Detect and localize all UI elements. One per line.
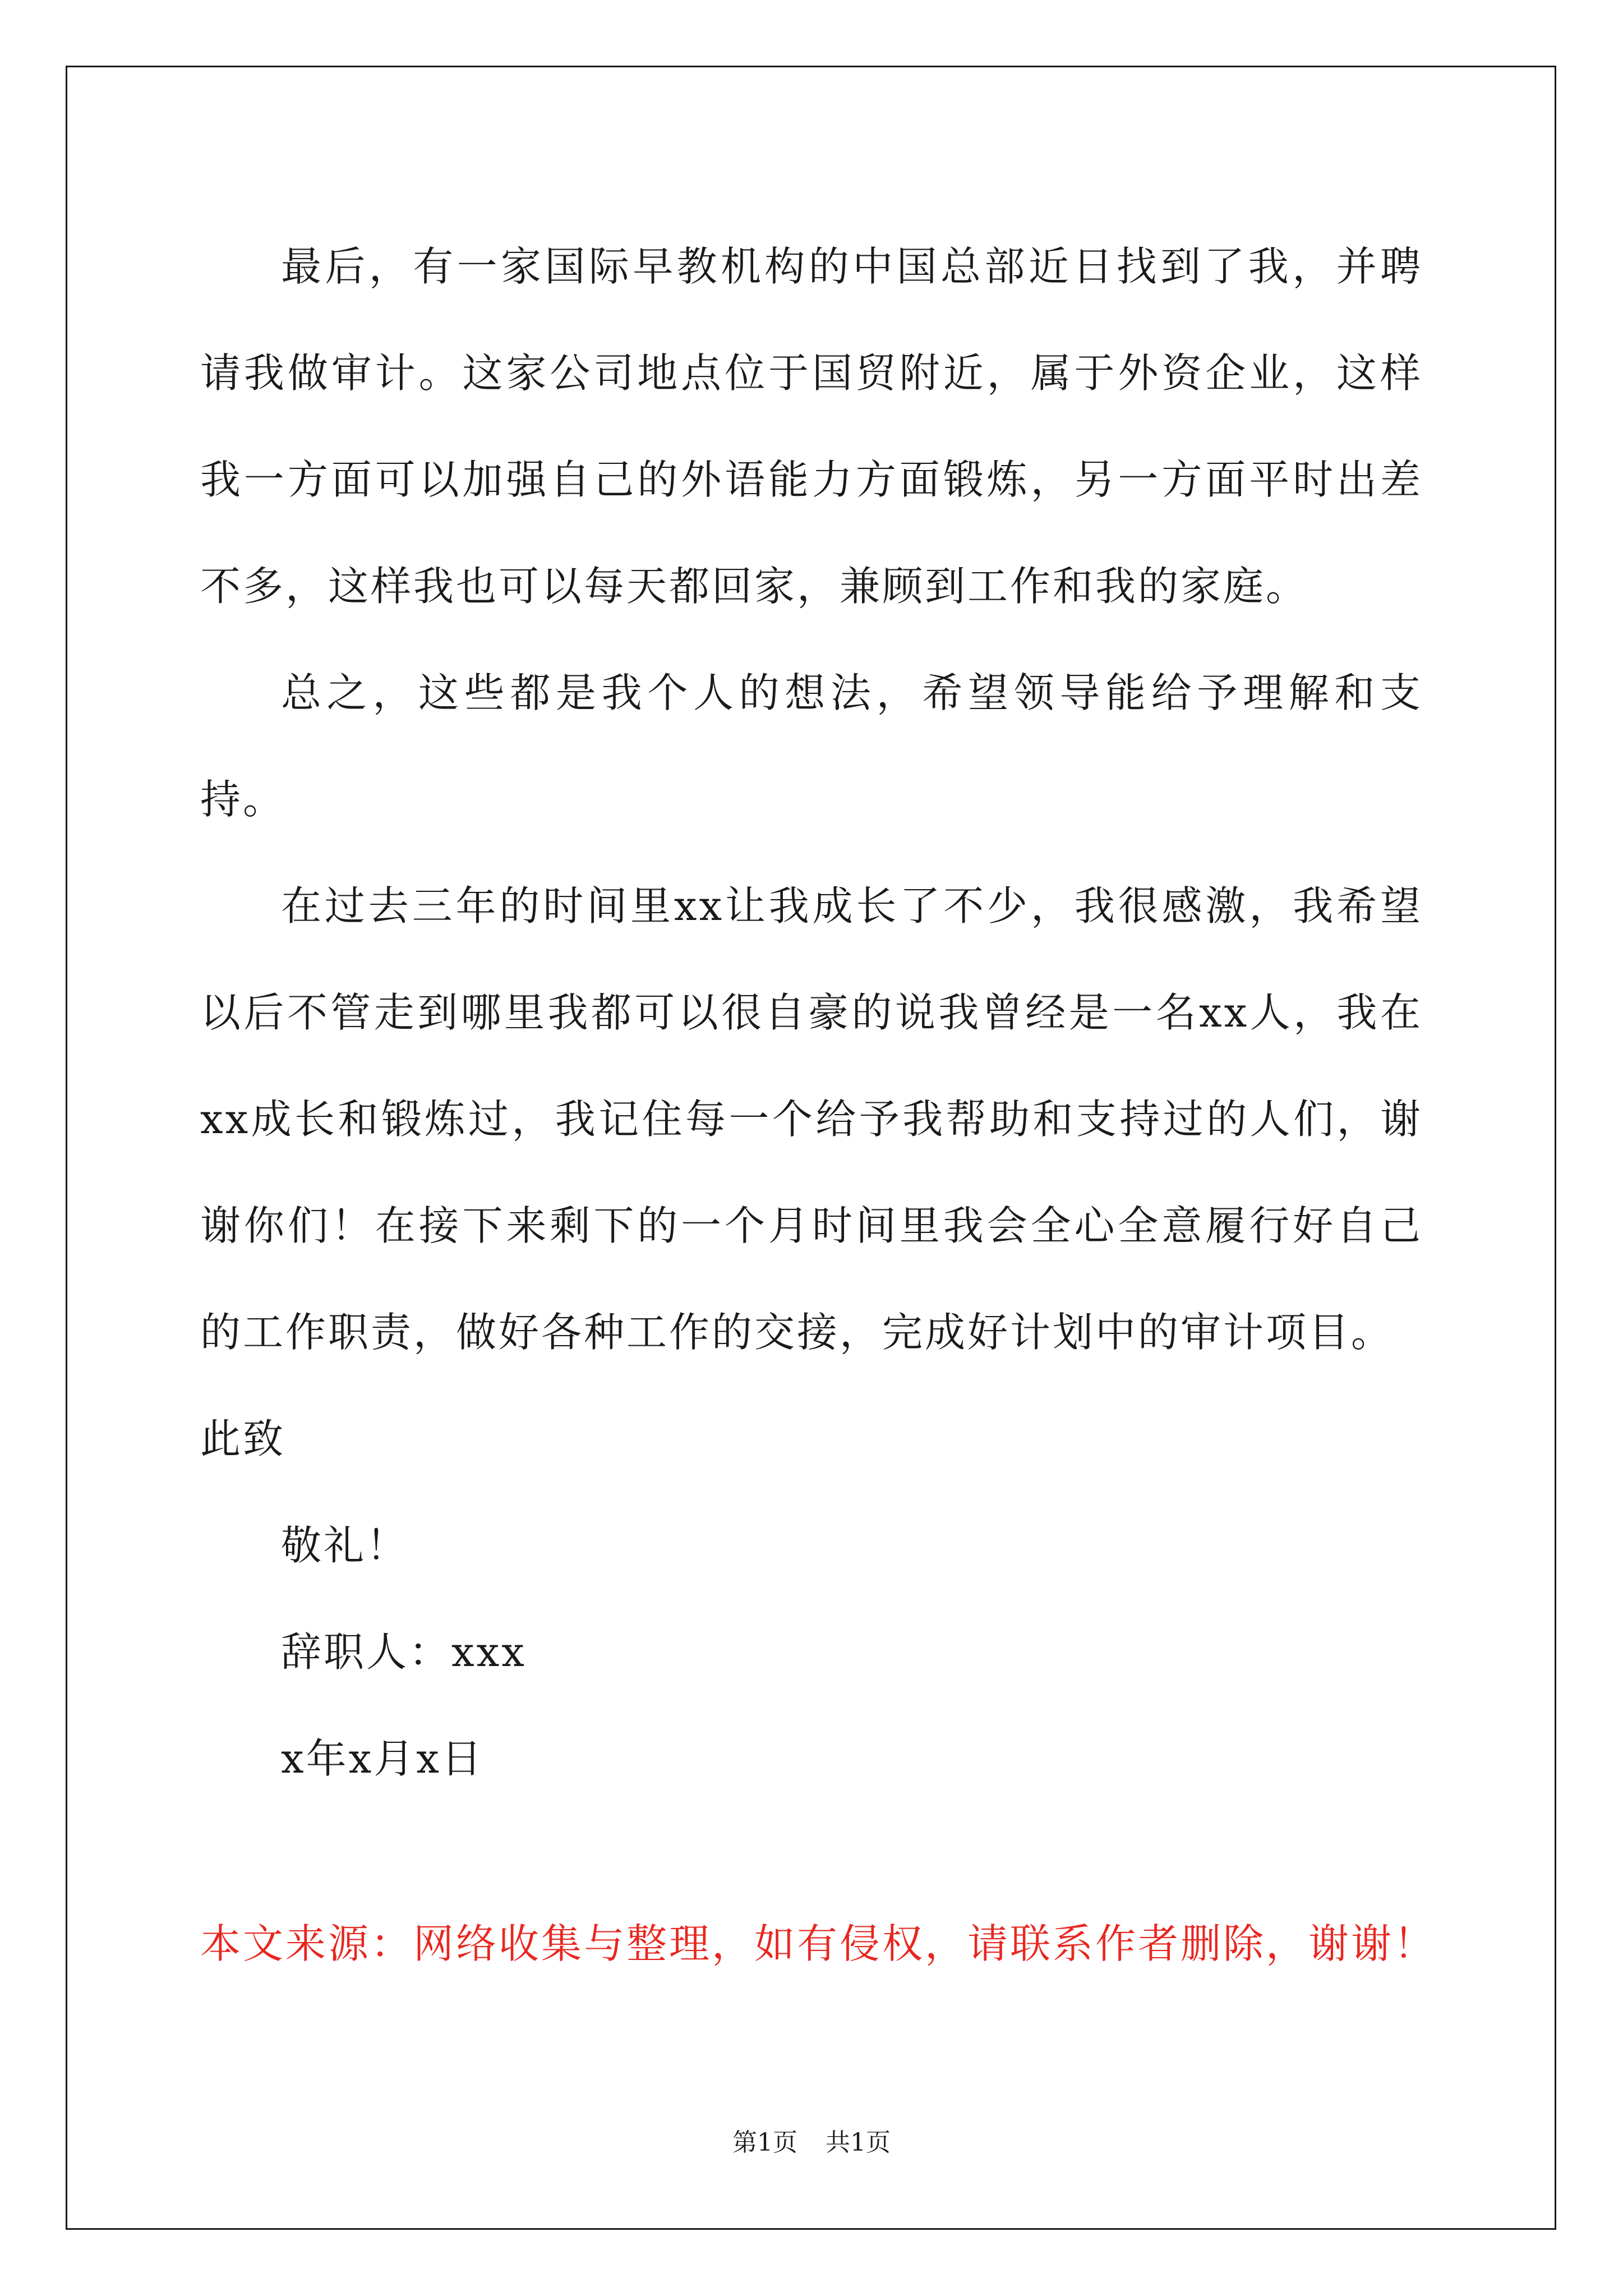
page-total: 共1页 [826, 2128, 891, 2157]
body-paragraph: 最后，有一家国际早教机构的中国总部近日找到了我，并聘请我做审计。这家公司地点位于国贸附近，属于外资企业，这样我一方面可以加强自己的外语能力方面锻炼，另一方面平时出差不多，这样我也可以每天都回家，兼顾到工作和我的家庭。 [200, 243, 1423, 610]
page-number: 第1页 [732, 2128, 797, 2157]
document-body [200, 213, 1423, 1812]
page-footer [0, 2126, 1623, 2160]
body-paragraph: 总之，这些都是我个人的想法，希望领导能给予理解和支持。 [200, 669, 1423, 823]
source-notice: 本文来源：网络收集与整理，如有侵权，请联系作者删除，谢谢！ [200, 1920, 1437, 1967]
closing-line: 此致 [200, 1415, 286, 1462]
signature-line: 辞职人：xxx [281, 1628, 527, 1676]
salutation-line: 敬礼！ [281, 1522, 409, 1569]
body-paragraph: 在过去三年的时间里xx让我成长了不少，我很感激，我希望以后不管走到哪里我都可以很自豪的说我曾经是一名xx人，我在xx成长和锻炼过，我记住每一个给予我帮助和支持过的人们，谢谢你们！在接下来剩下的一个月时间里我会全心全意履行好自己的工作职责，做好各种工作的交接，完成好计划中的审计项目。 [200, 882, 1423, 1356]
date-line: x年x月x日 [281, 1735, 484, 1782]
